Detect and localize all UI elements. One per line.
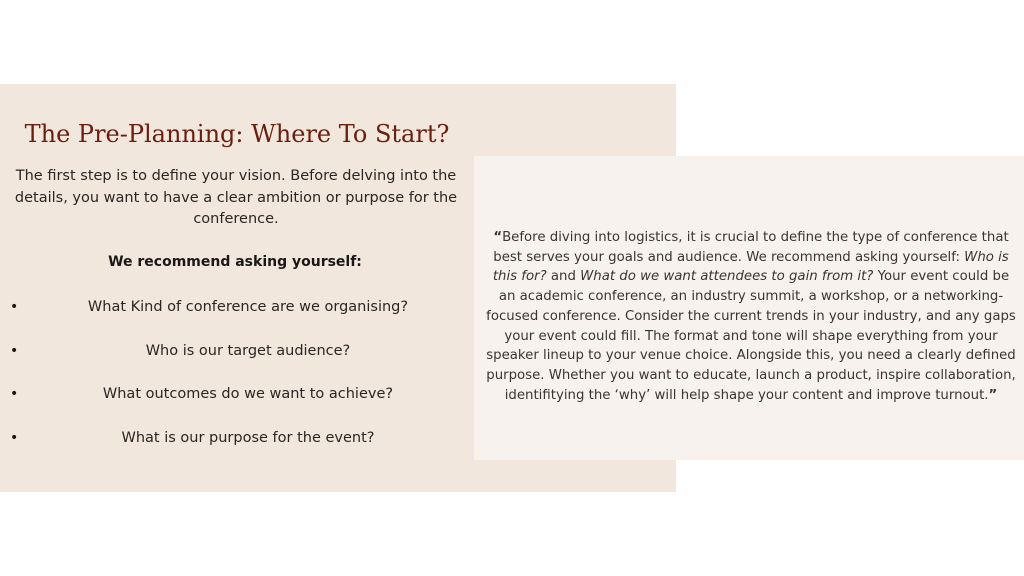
open-quote-mark: “ xyxy=(493,230,503,245)
question-text: Who is our target audience? xyxy=(145,342,351,359)
list-item xyxy=(0,383,476,427)
close-quote-mark: ” xyxy=(988,387,998,403)
quote-italic-question-1: Who is this for? xyxy=(492,249,1009,285)
quote-paragraph xyxy=(486,228,1016,405)
quote-text-part-2: and xyxy=(546,269,581,285)
question-text: What Kind of conference are we organising? xyxy=(87,299,409,315)
list-item xyxy=(0,296,476,340)
quote-text-part-1: Before diving into logistics, it is crucial to define the type of conference that best serves your goals and audience. We recommend asking yourself: xyxy=(493,230,1009,265)
bullet-icon: • xyxy=(10,386,19,403)
list-item xyxy=(0,427,476,471)
bullet-icon: • xyxy=(10,430,19,447)
question-list xyxy=(0,296,476,471)
quote-text-part-3: Your event could be an academic conference, an industry summit, a workshop, or a networking-focused conference. Consider the current trends in your industry, and any gaps your event could fill. The format and tone will shape everything from your speaker lineup to your venue choice. Alongside this, you need a clearly defined purpose. Whether you want to educate, launch a product, inspire collaboration, identifitying the ‘why’ will help shape your content and improve turnout. xyxy=(486,269,1016,403)
list-item xyxy=(0,340,476,384)
quote-italic-question-2: What do we want attendees to gain from it? xyxy=(580,269,874,285)
section-heading: The Pre-Planning: Where To Start? xyxy=(24,120,450,148)
bullet-icon: • xyxy=(10,342,19,359)
recommend-label: We recommend asking yourself: xyxy=(108,254,362,270)
intro-paragraph: The first step is to define your vision. Before delving into the details, you want to have a clear ambition or purpose for the conference. xyxy=(14,168,458,227)
question-text: What is our purpose for the event? xyxy=(121,430,375,447)
question-text: What outcomes do we want to achieve? xyxy=(102,386,394,403)
bullet-icon: • xyxy=(10,299,19,315)
